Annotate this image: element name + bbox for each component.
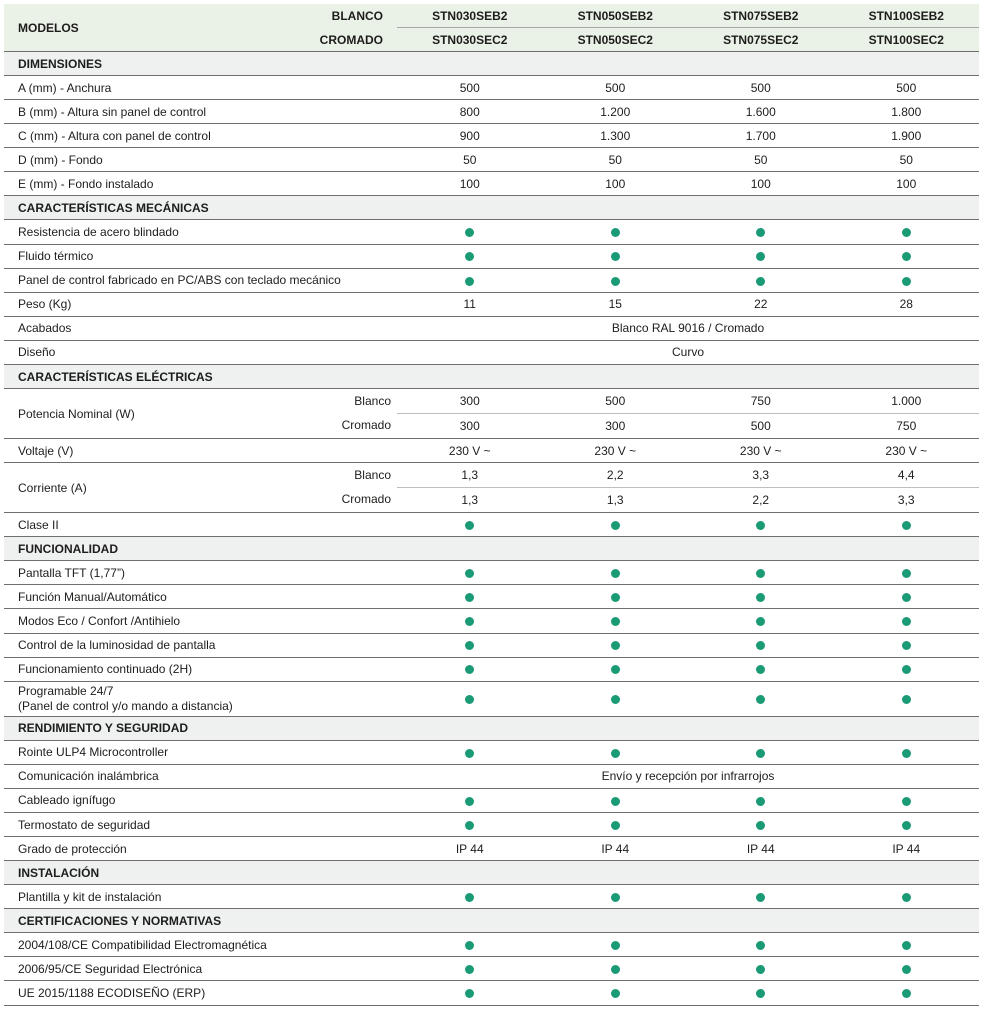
check-dot-icon [611, 228, 620, 237]
row-value: 100 [397, 172, 543, 196]
row-label: C (mm) - Altura con panel de control [4, 124, 397, 148]
row-label: Fluido térmico [4, 244, 397, 268]
sub-label-cromado: Cromado [341, 418, 391, 433]
row-value: 1.600 [688, 100, 834, 124]
row-value: IP 44 [543, 837, 689, 861]
check-dot-icon [902, 821, 911, 830]
check-dot-icon [902, 569, 911, 578]
check-dot-icon [611, 965, 620, 974]
check-dot-icon [902, 965, 911, 974]
row-label: B (mm) - Altura sin panel de control [4, 100, 397, 124]
section-mecanicas [4, 196, 979, 365]
row-value: 22 [688, 292, 834, 316]
check-dot-icon [902, 228, 911, 237]
row-label: Cableado ignífugo [4, 788, 397, 812]
check-dot-icon [465, 665, 474, 674]
check-dot-icon [465, 749, 474, 758]
check-dot-icon [756, 965, 765, 974]
row-label: Modos Eco / Confort /Antihielo [4, 609, 397, 633]
check-dot-icon [611, 252, 620, 261]
row-label: Control de la luminosidad de pantalla [4, 633, 397, 657]
check-dot-icon [611, 569, 620, 578]
row-label: 2006/95/CE Seguridad Electrónica [4, 957, 397, 981]
check-dot-icon [902, 617, 911, 626]
row-value: 2,2 [543, 463, 689, 488]
section-instalacion [4, 861, 979, 909]
row-label-line2: (Panel de control y/o mando a distancia) [18, 698, 233, 713]
row-value: 50 [397, 148, 543, 172]
row-label: 2004/108/CE Compatibilidad Electromagnética [4, 933, 397, 957]
row-value: 500 [543, 389, 689, 414]
row-label: Resistencia de acero blindado [4, 220, 397, 244]
section-funcionalidad [4, 537, 979, 716]
check-dot-icon [465, 593, 474, 602]
row-value: 1.000 [834, 389, 980, 414]
row-label: Funcionamiento continuado (2H) [4, 657, 397, 681]
row-label: A (mm) - Anchura [4, 76, 397, 100]
row-value: 300 [543, 414, 689, 439]
check-dot-icon [465, 695, 474, 704]
spec-table [4, 4, 979, 1006]
check-dot-icon [465, 941, 474, 950]
row-value: 15 [543, 292, 689, 316]
model-blanco: STN030SEB2 [397, 4, 543, 28]
check-dot-icon [465, 228, 474, 237]
row-label: Comunicación inalámbrica [4, 764, 397, 788]
row-label: UE 2015/1188 ECODISEÑO (ERP) [4, 981, 397, 1005]
check-dot-icon [756, 749, 765, 758]
check-dot-icon [465, 893, 474, 902]
row-value: IP 44 [688, 837, 834, 861]
row-label: Peso (Kg) [4, 292, 397, 316]
model-cromado: STN030SEC2 [397, 28, 543, 52]
model-blanco: STN075SEB2 [688, 4, 834, 28]
check-dot-icon [611, 893, 620, 902]
header-label-cromado: CROMADO [319, 33, 383, 47]
section-title: DIMENSIONES [4, 52, 979, 76]
check-dot-icon [611, 641, 620, 650]
row-value: 28 [834, 292, 980, 316]
row-value: 1.800 [834, 100, 980, 124]
row-value: 100 [834, 172, 980, 196]
check-dot-icon [756, 641, 765, 650]
row-value: 500 [834, 76, 980, 100]
check-dot-icon [465, 797, 474, 806]
check-dot-icon [756, 941, 765, 950]
check-dot-icon [756, 893, 765, 902]
row-value: 230 V ~ [543, 439, 689, 463]
model-cromado: STN100SEC2 [834, 28, 980, 52]
check-dot-icon [465, 641, 474, 650]
check-dot-icon [465, 617, 474, 626]
row-value: 900 [397, 124, 543, 148]
section-title: INSTALACIÓN [4, 861, 979, 885]
check-dot-icon [611, 749, 620, 758]
row-value: 300 [397, 414, 543, 439]
check-dot-icon [902, 521, 911, 530]
section-electricas [4, 365, 979, 537]
check-dot-icon [756, 821, 765, 830]
row-label: D (mm) - Fondo [4, 148, 397, 172]
row-value-span: Blanco RAL 9016 / Cromado [397, 316, 979, 340]
row-label: Diseño [4, 340, 397, 364]
sub-label-blanco: Blanco [354, 394, 391, 409]
check-dot-icon [902, 695, 911, 704]
section-title: FUNCIONALIDAD [4, 537, 979, 561]
row-label-line1: Programable 24/7 [18, 683, 114, 698]
row-value: 50 [688, 148, 834, 172]
check-dot-icon [756, 665, 765, 674]
model-blanco: STN100SEB2 [834, 4, 980, 28]
row-label: Acabados [4, 316, 397, 340]
check-dot-icon [902, 252, 911, 261]
row-value: 230 V ~ [834, 439, 980, 463]
check-dot-icon [756, 617, 765, 626]
section-certificaciones [4, 909, 979, 1005]
check-dot-icon [611, 989, 620, 998]
check-dot-icon [611, 521, 620, 530]
row-value: 2,2 [688, 488, 834, 513]
row-value: 230 V ~ [688, 439, 834, 463]
model-blanco: STN050SEB2 [543, 4, 689, 28]
row-value: 100 [543, 172, 689, 196]
row-label: Plantilla y kit de instalación [4, 885, 397, 909]
header-sublabels [300, 4, 393, 52]
sub-label-blanco: Blanco [354, 468, 391, 483]
check-dot-icon [611, 821, 620, 830]
check-dot-icon [902, 941, 911, 950]
check-dot-icon [465, 989, 474, 998]
check-dot-icon [756, 569, 765, 578]
check-dot-icon [902, 893, 911, 902]
row-label: Pantalla TFT (1,77”) [4, 561, 397, 585]
row-value: 1,3 [397, 463, 543, 488]
check-dot-icon [902, 989, 911, 998]
row-value: 3,3 [834, 488, 980, 513]
row-value: 800 [397, 100, 543, 124]
check-dot-icon [465, 521, 474, 530]
check-dot-icon [756, 252, 765, 261]
row-label: Voltaje (V) [4, 439, 397, 463]
row-label: Clase II [4, 513, 397, 537]
row-value: 3,3 [688, 463, 834, 488]
row-value: 100 [688, 172, 834, 196]
section-dimensiones [4, 52, 979, 196]
check-dot-icon [756, 521, 765, 530]
corriente-cell [4, 463, 397, 513]
row-label: Función Manual/Automático [4, 585, 397, 609]
row-value: 300 [397, 389, 543, 414]
row-label: Rointe ULP4 Microcontroller [4, 740, 397, 764]
programable-label [4, 681, 397, 716]
check-dot-icon [756, 989, 765, 998]
row-value: 500 [397, 76, 543, 100]
check-dot-icon [902, 277, 911, 286]
check-dot-icon [902, 641, 911, 650]
row-value: 11 [397, 292, 543, 316]
check-dot-icon [465, 569, 474, 578]
row-label: Grado de protección [4, 837, 397, 861]
row-value: 750 [688, 389, 834, 414]
header-label-blanco: BLANCO [331, 9, 383, 23]
row-label: Panel de control fabricado en PC/ABS con teclado mecánico [4, 268, 397, 292]
row-label: Termostato de seguridad [4, 812, 397, 836]
potencia-cell [4, 389, 397, 439]
row-value: 230 V ~ [397, 439, 543, 463]
models-title: MODELOS [4, 4, 397, 52]
row-value: IP 44 [397, 837, 543, 861]
row-value: 1,3 [543, 488, 689, 513]
check-dot-icon [902, 665, 911, 674]
row-value-span: Curvo [397, 340, 979, 364]
sub-label-cromado: Cromado [341, 492, 391, 507]
check-dot-icon [902, 797, 911, 806]
model-cromado: STN075SEC2 [688, 28, 834, 52]
row-value: 500 [688, 76, 834, 100]
row-label: E (mm) - Fondo instalado [4, 172, 397, 196]
section-title: CARACTERÍSTICAS MECÁNICAS [4, 196, 979, 220]
check-dot-icon [611, 593, 620, 602]
row-value: 1,3 [397, 488, 543, 513]
check-dot-icon [756, 695, 765, 704]
row-value: IP 44 [834, 837, 980, 861]
row-value: 1.900 [834, 124, 980, 148]
row-value: 1.200 [543, 100, 689, 124]
row-value: 1.700 [688, 124, 834, 148]
check-dot-icon [756, 797, 765, 806]
check-dot-icon [611, 797, 620, 806]
check-dot-icon [465, 965, 474, 974]
check-dot-icon [611, 695, 620, 704]
check-dot-icon [611, 617, 620, 626]
check-dot-icon [465, 821, 474, 830]
section-rendimiento [4, 716, 979, 860]
models-header [4, 4, 979, 52]
check-dot-icon [611, 277, 620, 286]
model-cromado: STN050SEC2 [543, 28, 689, 52]
row-value: 50 [543, 148, 689, 172]
row-value: 500 [543, 76, 689, 100]
check-dot-icon [756, 228, 765, 237]
section-title: CERTIFICACIONES Y NORMATIVAS [4, 909, 979, 933]
row-value: 750 [834, 414, 980, 439]
row-label: Potencia Nominal (W) [18, 406, 135, 421]
row-value: 4,4 [834, 463, 980, 488]
row-value: 1.300 [543, 124, 689, 148]
row-label: Corriente (A) [18, 480, 87, 495]
check-dot-icon [756, 593, 765, 602]
row-value: 500 [688, 414, 834, 439]
check-dot-icon [902, 593, 911, 602]
check-dot-icon [611, 665, 620, 674]
row-value-span: Envío y recepción por infrarrojos [397, 764, 979, 788]
section-title: CARACTERÍSTICAS ELÉCTRICAS [4, 365, 979, 389]
section-title: RENDIMIENTO Y SEGURIDAD [4, 716, 979, 740]
check-dot-icon [756, 277, 765, 286]
check-dot-icon [465, 252, 474, 261]
check-dot-icon [902, 749, 911, 758]
check-dot-icon [465, 277, 474, 286]
row-value: 50 [834, 148, 980, 172]
check-dot-icon [611, 941, 620, 950]
